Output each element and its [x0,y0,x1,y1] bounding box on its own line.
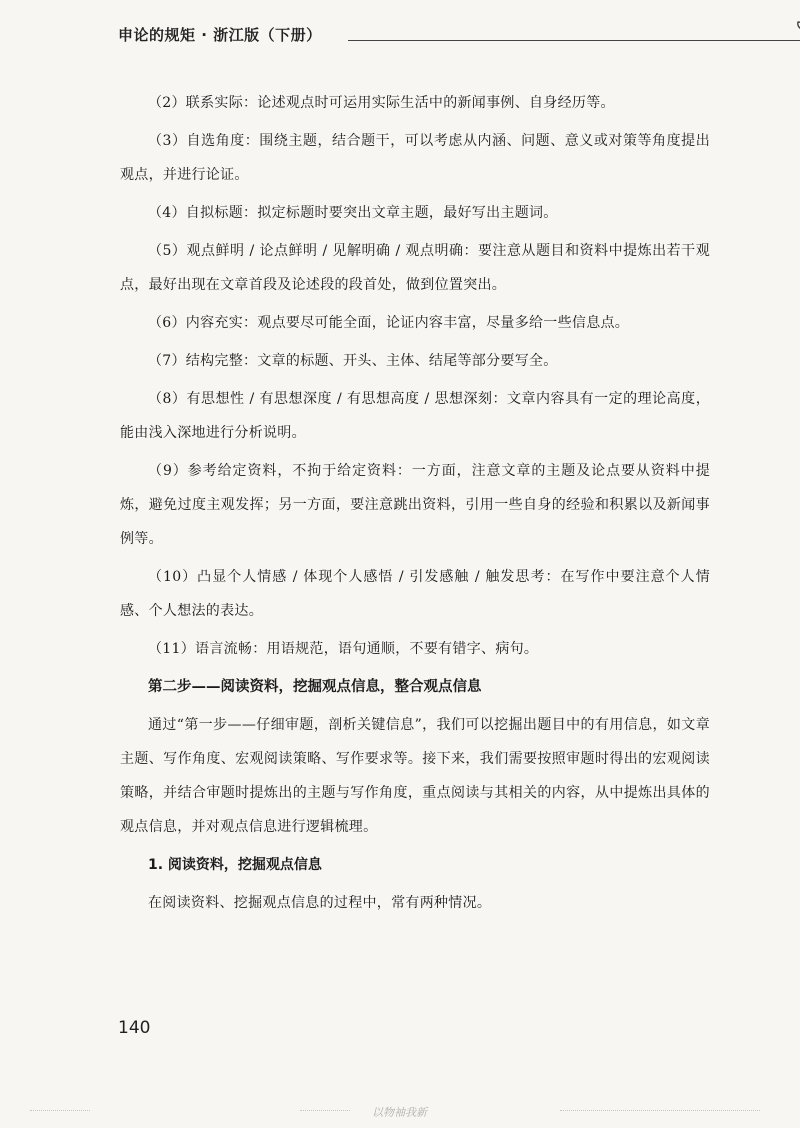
list-item: （6）内容充实：观点要尽可能全面，论证内容丰富，尽量多给一些信息点。 [148,315,630,331]
list-item: （10）凸显个人情感 / 体现个人感悟 / 引发感触 / 触发思考：在写作中要注意个人情感、个人想法的表达。 [120,569,710,619]
list-item: （2）联系实际：论述观点时可运用实际生活中的新闻事例、自身经历等。 [148,95,615,111]
scan-artifact [300,1110,350,1111]
body-paragraph: 在阅读资料、挖掘观点信息的过程中，常有两种情况。 [148,895,492,911]
list-item: （8）有思想性 / 有思想深度 / 有思想高度 / 思想深刻：文章内容具有一定的理论高度，能由浅入深地进行分析说明。 [120,391,710,441]
list-item: （11）语言流畅：用语规范，语句通顺，不要有错字、病句。 [148,641,539,657]
header-rule [348,40,800,41]
scan-artifact [560,1110,760,1111]
list-item: （3）自选角度：围绕主题，结合题干，可以考虑从内涵、问题、意义或对策等角度提出观点，并进行论证。 [120,133,710,183]
subsection-heading: 1. 阅读资料，挖掘观点信息 [148,857,322,873]
book-title: 申论的规矩 · 浙江版（下册） [118,26,322,44]
list-item: （9）参考给定资料，不拘于给定资料：一方面，注意文章的主题及论点要从资料中提炼，避免过度主观发挥；另一方面，要注意跳出资料，引用一些自身的经验和积累以及新闻事例等。 [120,463,710,547]
sprout-icon [794,18,800,46]
scan-artifact [30,1110,90,1111]
section-heading: 第二步——阅读资料，挖掘观点信息，整合观点信息 [148,679,482,695]
page-number: 140 [118,1018,151,1038]
list-item: （7）结构完整：文章的标题、开头、主体、结尾等部分要写全。 [148,353,558,369]
scan-watermark: 以物袖我新 [372,1106,427,1119]
list-item: （5）观点鲜明 / 论点鲜明 / 见解明确 / 观点明确：要注意从题目和资料中提炼出若干观点，最好出现在文章首段及论述段的段首处，做到位置突出。 [120,243,710,293]
page-body [120,86,710,924]
body-paragraph: 通过“第一步——仔细审题，剖析关键信息”，我们可以挖掘出题目中的有用信息，如文章主题、写作角度、宏观阅读策略、写作要求等。接下来，我们需要按照审题时得出的宏观阅读策略，并结合审题时提炼出的主题与写作角度，重点阅读与其相关的内容，从中提炼出具体的观点信息，并对观点信息进行逻辑梳理。 [120,717,710,835]
running-header [118,18,718,48]
list-item: （4）自拟标题：拟定标题时要突出文章主题，最好写出主题词。 [148,205,558,221]
